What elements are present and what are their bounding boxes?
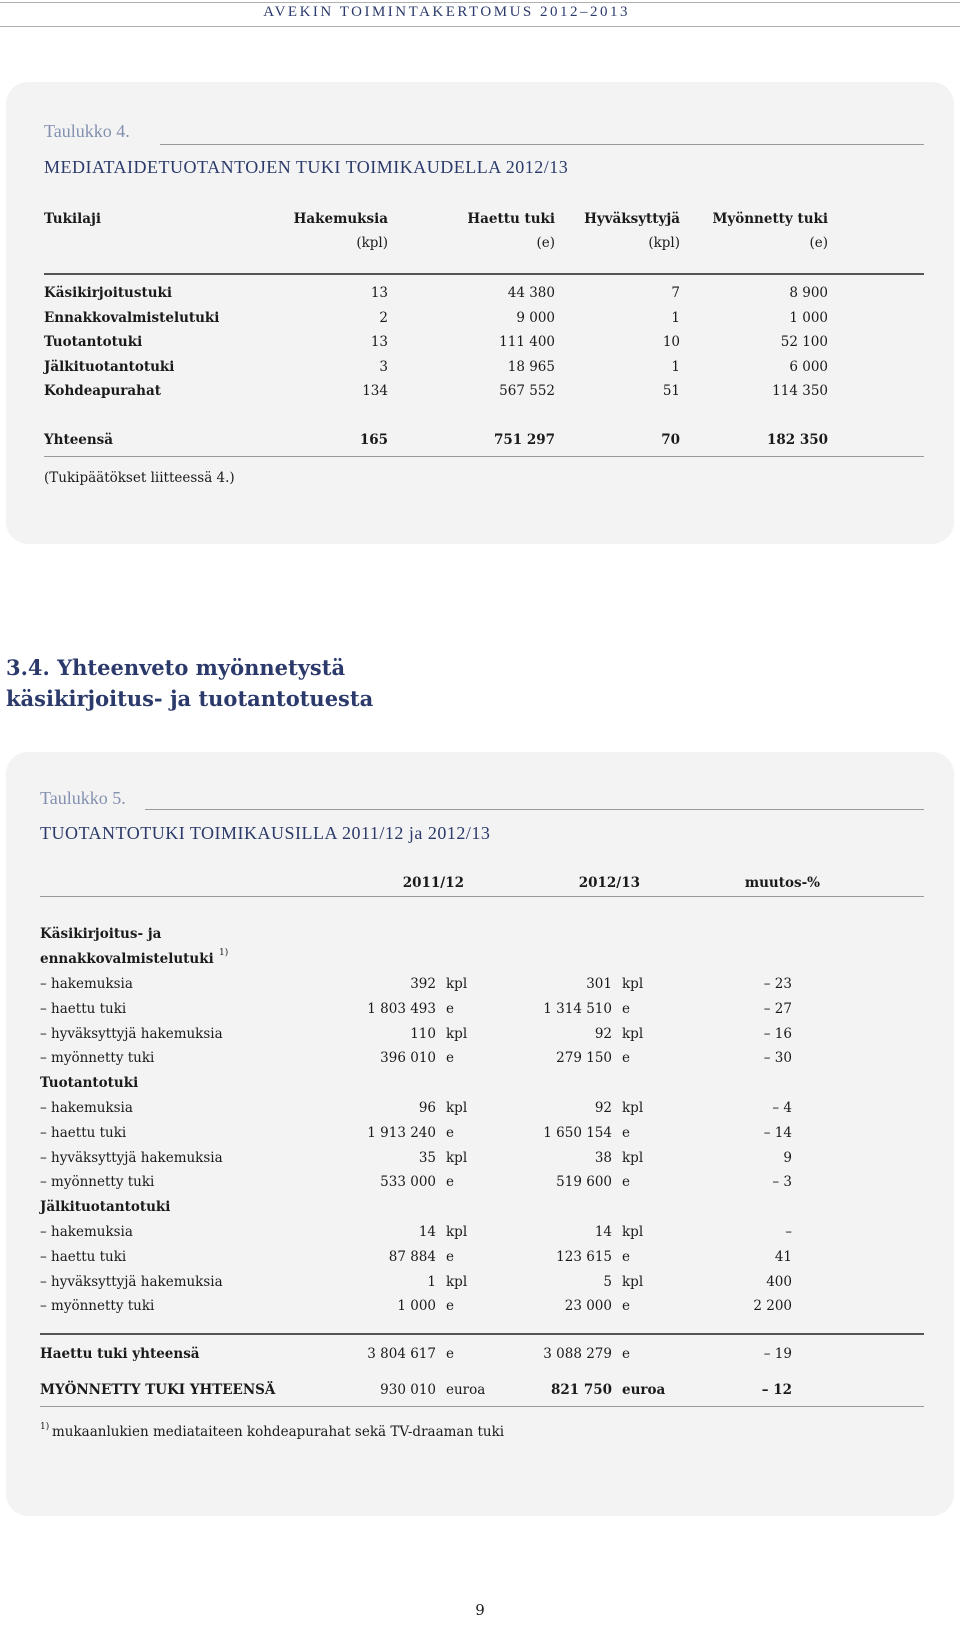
table4-cell: 10 <box>662 334 680 350</box>
table4-col-header: Haettu tuki <box>467 211 555 227</box>
table5-row-unit-2012: e <box>622 1248 630 1265</box>
table4-row-label: Jälkituotantotuki <box>44 358 175 375</box>
table5-row-change: 41 <box>774 1248 792 1265</box>
table4-note: (Tukipäätökset liitteessä 4.) <box>44 470 235 486</box>
table4-total-label: Yhteensä <box>44 432 114 448</box>
table5-group-title: Tuotantotuki <box>40 1075 139 1092</box>
section-heading <box>6 652 373 714</box>
table5-myonnetty-total-value-2012: 821 750 <box>550 1382 612 1398</box>
header-rule <box>0 26 960 27</box>
table5-row-label: – myönnetty tuki <box>40 1174 155 1191</box>
table5-col-header: muutos-% <box>744 875 820 891</box>
table5-row-value-2012: 23 000 <box>564 1298 612 1315</box>
table5-row-value-2011: 1 <box>427 1273 436 1290</box>
table5-row-value-2012: 279 150 <box>556 1050 612 1067</box>
table4-cell: 567 552 <box>499 383 555 399</box>
table5-haettu-total-value-2012: 3 088 279 <box>543 1346 612 1362</box>
table4-row-label: Kohdeapurahat <box>44 383 161 399</box>
table5-row-unit-2012: e <box>622 1050 630 1067</box>
table5-row-unit-2012: e <box>622 1124 630 1141</box>
table5-row-value-2011: 1 000 <box>397 1298 436 1315</box>
table5-row-change: – 14 <box>763 1124 792 1141</box>
table5-myonnetty-total-unit-2011: euroa <box>446 1382 486 1398</box>
table4-col-header: Tukilaji <box>44 211 101 227</box>
table5-row-value-2011: 35 <box>418 1149 436 1166</box>
table5-row-change: – 16 <box>763 1025 792 1042</box>
table4-cell: 13 <box>370 285 388 301</box>
table5-row-label: – haettu tuki <box>40 1000 127 1017</box>
table5-row-unit-2011: kpl <box>446 1149 468 1166</box>
section-heading-line2: käsikirjoitus- ja tuotantotuesta <box>6 686 374 711</box>
table5-row-value-2012: 123 615 <box>556 1248 612 1265</box>
table5-row-value-2011: 392 <box>410 976 436 992</box>
table5-haettu-total-value-2011: 3 804 617 <box>367 1346 436 1362</box>
table5-row-value-2011: 533 000 <box>380 1174 436 1191</box>
table5-haettu-total-label: Haettu tuki yhteensä <box>40 1346 200 1362</box>
table5-group-title: Käsikirjoitus- ja <box>40 926 162 942</box>
table5-row-change: – <box>785 1224 792 1240</box>
table5-row-value-2012: 1 314 510 <box>543 1000 612 1017</box>
table5-title: TUOTANTOTUKI TOIMIKAUSILLA 2011/12 ja 2012/13 <box>40 823 491 843</box>
table4-col-unit: (e) <box>809 235 828 251</box>
section-heading-line1: 3.4. Yhteenveto myönnetystä <box>6 655 346 680</box>
table5-row-value-2011: 110 <box>410 1025 436 1042</box>
table4-label: Taulukko 4. <box>44 121 130 141</box>
table5-row-label: – hyväksyttyjä hakemuksia <box>40 1273 223 1290</box>
table5-row-value-2012: 92 <box>594 1025 612 1042</box>
table5-myonnetty-total-label: MYÖNNETTY TUKI YHTEENSÄ <box>40 1382 276 1398</box>
table4-cell: 44 380 <box>507 285 555 301</box>
table5-myonnetty-total-unit-2012: euroa <box>622 1382 666 1398</box>
table5-footnote: mukaanlukien mediataiteen kohdeapurahat sekä TV-draaman tuki <box>52 1424 505 1440</box>
table4-label-rule <box>160 144 924 145</box>
table5-row-label: – hyväksyttyjä hakemuksia <box>40 1025 223 1042</box>
table5-row-label: – hakemuksia <box>40 1100 133 1116</box>
table5-row-unit-2012: kpl <box>622 1224 644 1240</box>
table4-total-cell: 165 <box>359 432 388 448</box>
table5-row-unit-2011: kpl <box>446 1224 468 1240</box>
table4-cell: 8 900 <box>789 285 828 301</box>
table4-cell: 1 <box>671 309 680 326</box>
table4-cell: 7 <box>671 285 680 301</box>
table5-row-unit-2011: kpl <box>446 1273 468 1290</box>
table5-row-value-2012: 38 <box>594 1149 612 1166</box>
table5-row-unit-2012: kpl <box>622 976 644 992</box>
table5-row-unit-2011: kpl <box>446 1025 468 1042</box>
table4-total-cell: 70 <box>661 432 680 448</box>
table5-haettu-total-unit-2012: e <box>622 1346 630 1362</box>
table4-cell: 1 <box>671 358 680 375</box>
table4-total-cell: 751 297 <box>493 432 555 448</box>
table5-row-label: – myönnetty tuki <box>40 1298 155 1315</box>
table5-row-change: 9 <box>783 1149 792 1166</box>
table4-cell: 111 400 <box>499 334 555 350</box>
table5-haettu-total-change: – 19 <box>763 1346 792 1362</box>
table5-row-unit-2012: e <box>622 1298 630 1315</box>
table5-haettu-total-unit-2011: e <box>446 1346 454 1362</box>
table4-col-unit: (kpl) <box>648 235 680 251</box>
table5-row-label: – hakemuksia <box>40 976 133 992</box>
table4-col-header: Hyväksyttyjä <box>584 211 680 227</box>
table5-row-label: – haettu tuki <box>40 1248 127 1265</box>
table5-row-unit-2011: e <box>446 1000 454 1017</box>
table4-col-unit: (e) <box>536 235 555 251</box>
table5-col-header: 2011/12 <box>402 875 464 891</box>
table4-cell: 52 100 <box>780 334 828 350</box>
table5-group-title: Jälkituotantotuki <box>40 1199 171 1216</box>
table4-cell: 134 <box>362 383 388 399</box>
table4-cell: 9 000 <box>516 309 555 326</box>
table5-bottom-rule <box>40 1406 924 1407</box>
table5-row-value-2011: 1 803 493 <box>367 1000 436 1017</box>
table5-label: Taulukko 5. <box>40 788 126 808</box>
table5-col-header: 2012/13 <box>578 875 640 891</box>
table5-row-label: – haettu tuki <box>40 1124 127 1141</box>
table4-cell: 6 000 <box>789 358 828 375</box>
table5-row-change: – 4 <box>772 1100 792 1116</box>
table4-cell: 1 000 <box>789 309 828 326</box>
table5-row-unit-2012: kpl <box>622 1100 644 1116</box>
table4-cell: 51 <box>662 383 680 399</box>
table4-cell: 13 <box>370 334 388 350</box>
table5-row-change: 400 <box>766 1273 792 1290</box>
top-rule <box>0 2 960 3</box>
table4-row-label: Tuotantotuki <box>44 334 143 350</box>
table5-label-rule <box>145 809 924 810</box>
table5-row-unit-2011: e <box>446 1174 454 1191</box>
table5-footnote-ref: 1) <box>219 948 229 958</box>
table5-row-unit-2011: e <box>446 1124 454 1141</box>
table5-row-unit-2011: e <box>446 1248 454 1265</box>
table4-total-cell: 182 350 <box>766 432 828 448</box>
table4-cell: 18 965 <box>507 358 555 375</box>
table5-row-value-2012: 1 650 154 <box>543 1124 612 1141</box>
table5-myonnetty-total-value-2011: 930 010 <box>380 1382 436 1398</box>
table5-row-change: – 23 <box>763 976 792 992</box>
table4-total-rule <box>44 456 924 457</box>
table4-col-header: Myönnetty tuki <box>712 211 828 227</box>
table5-totals-rule <box>40 1333 924 1335</box>
table5-row-change: – 27 <box>763 1000 792 1017</box>
table5-row-unit-2011: e <box>446 1298 454 1315</box>
table5-row-label: – hakemuksia <box>40 1224 133 1240</box>
table5-row-value-2012: 92 <box>594 1100 612 1116</box>
table5-row-unit-2011: e <box>446 1050 454 1067</box>
table5-row-value-2011: 14 <box>418 1224 436 1240</box>
table5-row-value-2011: 96 <box>418 1100 436 1116</box>
table4-col-header: Hakemuksia <box>293 211 388 227</box>
table5-footnote-mark: 1) <box>40 1422 50 1432</box>
table5-row-value-2011: 396 010 <box>380 1050 436 1067</box>
table5-row-unit-2011: kpl <box>446 976 468 992</box>
table5-row-change: – 3 <box>772 1174 792 1191</box>
table5-row-label: – myönnetty tuki <box>40 1050 155 1067</box>
table5-row-value-2012: 5 <box>603 1273 612 1290</box>
table4-row-label: Käsikirjoitustuki <box>44 285 173 301</box>
table5-myonnetty-total-change: – 12 <box>761 1382 792 1398</box>
table5-row-unit-2012: kpl <box>622 1025 644 1042</box>
document-header-title: AVEKIN TOIMINTAKERTOMUS 2012–2013 <box>263 4 630 20</box>
table5-header-rule <box>40 896 924 897</box>
table5-row-value-2012: 301 <box>586 976 612 992</box>
table5-row-change: – 30 <box>763 1050 792 1067</box>
table4-title: MEDIATAIDETUOTANTOJEN TUKI TOIMIKAUDELLA 2012/13 <box>44 157 569 177</box>
table5-group-title: ennakkovalmistelutuki <box>40 951 214 967</box>
table5-row-value-2012: 14 <box>594 1224 612 1240</box>
table5-row-unit-2012: e <box>622 1174 630 1191</box>
table4-cell: 3 <box>379 358 388 375</box>
table4-cell: 2 <box>379 309 388 326</box>
table5-row-value-2011: 1 913 240 <box>367 1124 436 1141</box>
table5-row-change: 2 200 <box>753 1298 792 1315</box>
table5-row-unit-2012: kpl <box>622 1149 644 1166</box>
table5-row-unit-2011: kpl <box>446 1100 468 1116</box>
table4-col-unit: (kpl) <box>356 235 388 251</box>
page-number: 9 <box>475 1601 485 1619</box>
table5-row-unit-2012: e <box>622 1000 630 1017</box>
table4-row-label: Ennakkovalmistelutuki <box>44 309 220 326</box>
table4-cell: 114 350 <box>772 383 828 399</box>
table5-row-value-2012: 519 600 <box>556 1174 612 1191</box>
table4-header-rule <box>44 273 924 275</box>
table5-panel <box>6 752 954 1516</box>
table5-row-value-2011: 87 884 <box>388 1248 436 1265</box>
table5-row-unit-2012: kpl <box>622 1273 644 1290</box>
table5-row-label: – hyväksyttyjä hakemuksia <box>40 1149 223 1166</box>
